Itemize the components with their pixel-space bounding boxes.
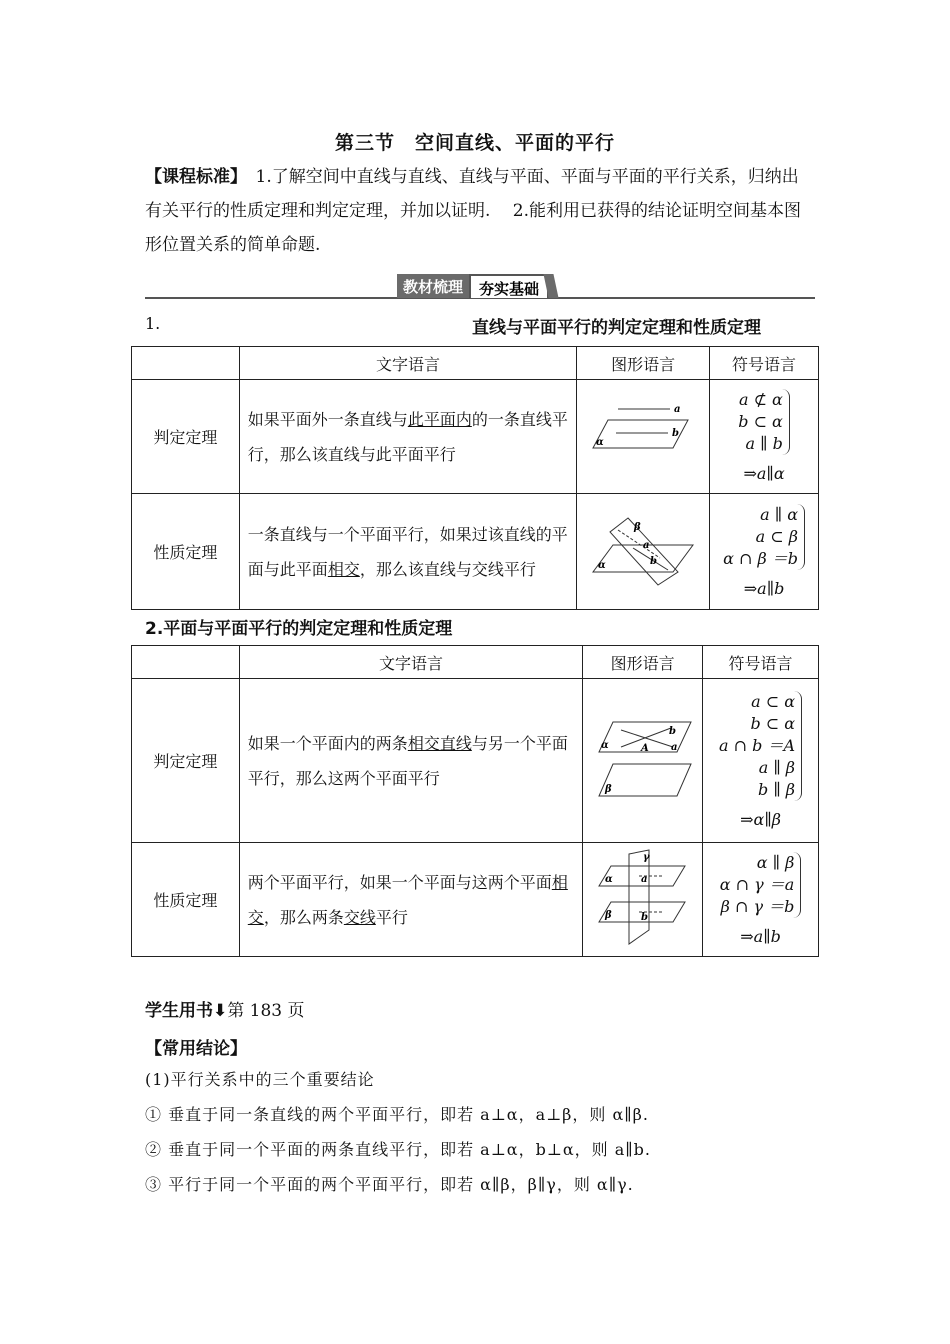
symbol-brace <box>723 504 805 570</box>
text-part: ，那么该直线与交线平行 <box>359 559 536 579</box>
figure-cell <box>583 843 703 957</box>
figure-label-a: a <box>674 403 681 415</box>
student-book-ref <box>145 996 305 1021</box>
figure-label-b: b <box>650 555 658 567</box>
table-header-figure: 图形语言 <box>583 646 703 679</box>
symbol-line: α ∩ β ＝b <box>723 548 799 568</box>
symbol-line: b ∥ β <box>758 779 796 799</box>
table-header-symbol: 符号语言 <box>710 347 819 380</box>
row-name: 判定定理 <box>132 679 240 843</box>
symbol-line: b ⊂ α <box>738 411 783 431</box>
text-part: ，那么两条 <box>263 907 344 927</box>
symbol-line: a ∥ α <box>760 504 799 524</box>
figure-label-beta: β <box>604 783 612 795</box>
figure-cell <box>577 380 710 494</box>
table-header-empty <box>132 646 240 679</box>
row-text <box>239 494 576 610</box>
line-plane-intersection-figure <box>588 510 698 590</box>
row-name: 判定定理 <box>132 380 240 494</box>
line-parallel-plane-figure <box>588 400 698 470</box>
text-part: 如果平面外一条直线与 <box>247 409 408 429</box>
text-part: 的一条直线平行，那么该直线与此平面平行 <box>247 409 568 464</box>
figure-label-beta: β <box>634 521 641 533</box>
figure-label-a: a <box>670 741 678 753</box>
figure-label-b: b <box>672 427 680 439</box>
line-plane-table <box>131 346 819 610</box>
text-underlined: 此平面内 <box>407 409 472 429</box>
symbol-line: b ⊂ α <box>750 713 796 733</box>
figure-label-alpha: α <box>598 559 606 571</box>
plane-plane-table <box>131 645 819 957</box>
symbol-line: β ∩ γ ＝b <box>720 896 795 916</box>
course-standard-text: 1.了解空间中直线与直线、直线与平面、平面与平面的平行关系，归纳出有关平行的性质定理和判定定理，并加以证明. 2.能利用已获得的结论证明空间基本图形位置关系的简单命题. <box>145 167 802 255</box>
symbol-line: α ∥ β <box>756 852 795 872</box>
section1-heading: 直线与平面平行的判定定理和性质定理 <box>472 318 761 338</box>
figure-label-A: A <box>640 742 649 754</box>
course-standard-tag: 【课程标准】 <box>145 167 239 187</box>
figure-cell <box>583 679 703 843</box>
text-part: 一条直线与一个平面平行，如果过该直线的平面与此平面 <box>247 524 568 579</box>
symbol-cell <box>703 843 819 957</box>
conclusion-item: ① 垂直于同一条直线的两个平面平行，即若 a⊥α，a⊥β，则 α∥β. <box>145 1105 650 1124</box>
figure-label-b: b <box>668 725 676 737</box>
figure-label-alpha: α <box>604 873 613 885</box>
symbol-brace <box>720 852 802 918</box>
figure-label-b: b <box>640 911 648 923</box>
table-header-empty <box>132 347 240 380</box>
symbol-result: ⇒a∥b <box>743 578 785 598</box>
figure-label-gamma: γ <box>642 851 650 863</box>
section-banner <box>397 274 556 298</box>
symbol-brace <box>738 389 790 455</box>
banner-left: 教材梳理 <box>397 274 469 298</box>
symbol-line: a ⊄ α <box>738 389 783 409</box>
text-part: 与另一个平面平行，那么这两个平面平行 <box>247 733 568 788</box>
symbol-line: a ∥ β <box>758 757 796 777</box>
course-standard <box>145 160 810 262</box>
figure-label-beta: β <box>604 909 612 921</box>
table-header-text: 文字语言 <box>239 347 576 380</box>
table-header-symbol: 符号语言 <box>703 646 819 679</box>
symbol-brace <box>719 691 802 801</box>
section1-number: 1. <box>145 314 161 333</box>
symbol-line: a ⊂ α <box>751 691 796 711</box>
figure-label-alpha: α <box>600 739 609 751</box>
text-part: 平行 <box>375 907 408 927</box>
symbol-line: a ∩ b ＝A <box>719 735 796 755</box>
symbol-result: ⇒α∥β <box>740 809 781 829</box>
text-part: 如果一个平面内的两条 <box>247 733 408 753</box>
down-arrow-icon: ⬇ <box>213 1001 228 1021</box>
conclusion-sub: (1)平行关系中的三个重要结论 <box>145 1070 375 1089</box>
figure-label-a: a <box>643 539 650 551</box>
symbol-cell <box>703 679 819 843</box>
section2-heading: 2.平面与平面平行的判定定理和性质定理 <box>145 619 453 639</box>
figure-label-alpha: α <box>596 436 604 448</box>
row-text <box>239 679 582 843</box>
row-text <box>239 843 582 957</box>
figure-cell <box>577 494 710 610</box>
student-book-label: 学生用书 <box>145 1001 213 1021</box>
text-underlined: 交线 <box>343 907 376 927</box>
text-underlined: 相交直线 <box>407 733 472 753</box>
text-part: 两个平面平行，如果一个平面与这两个平面 <box>247 872 552 892</box>
conclusion-heading: 【常用结论】 <box>145 1039 247 1059</box>
row-text <box>239 380 576 494</box>
symbol-line: a ⊂ β <box>755 526 799 546</box>
plane-intersection-figure <box>593 848 693 948</box>
symbol-result: ⇒a∥b <box>740 926 781 946</box>
symbol-line: a ∥ b <box>745 433 783 453</box>
table-header-figure: 图形语言 <box>577 347 710 380</box>
text-underlined: 相交 <box>247 872 568 927</box>
figure-label-a: a <box>640 873 648 885</box>
text-underlined: 相交 <box>327 559 360 579</box>
student-book-page: 第 183 页 <box>227 1001 305 1021</box>
symbol-line: α ∩ γ ＝a <box>719 874 795 894</box>
conclusion-item: ② 垂直于同一个平面的两条直线平行，即若 a⊥α，b⊥α，则 a∥b. <box>145 1140 652 1159</box>
conclusion-item: ③ 平行于同一个平面的两个平面平行，即若 α∥β，β∥γ，则 α∥γ. <box>145 1175 634 1194</box>
page-title: 第三节 空间直线、平面的平行 <box>334 132 615 154</box>
symbol-cell <box>710 494 819 610</box>
table-header-text: 文字语言 <box>239 646 582 679</box>
symbol-cell <box>710 380 819 494</box>
row-name: 性质定理 <box>132 843 240 957</box>
symbol-result: ⇒a∥α <box>743 463 785 483</box>
banner-right: 夯实基础 <box>469 274 549 298</box>
plane-parallel-figure <box>593 714 693 804</box>
row-name: 性质定理 <box>132 494 240 610</box>
